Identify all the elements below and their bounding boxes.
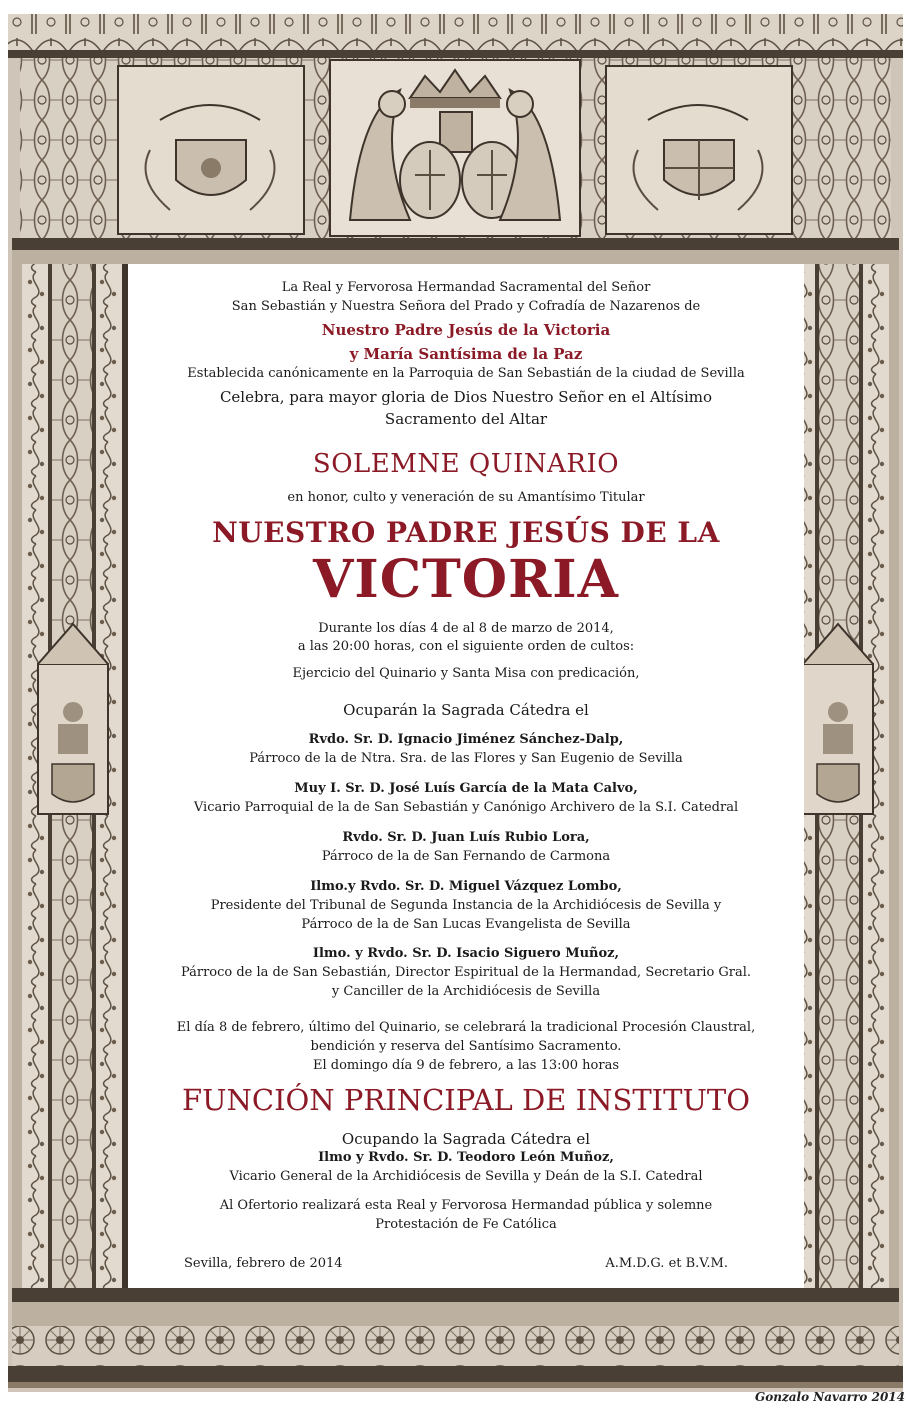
preacher-name: Muy I. Sr. D. José Luís García de la Mata Calvo, <box>294 781 638 796</box>
preacher-role: Párroco de la de San Fernando de Carmona <box>321 849 611 864</box>
brotherhood-line-1: La Real y Fervorosa Hermandad Sacramental del Señor <box>281 280 651 295</box>
announcement-panel <box>128 264 804 1288</box>
funcion-heading: FUNCIÓN PRINCIPAL DE INSTITUTO <box>181 1083 751 1117</box>
offertory-line-2: Protestación de Fe Católica <box>375 1217 557 1232</box>
funcion-preacher-role: Vicario General de la Archidiócesis de Sevilla y Deán de la S.I. Catedral <box>229 1169 703 1184</box>
preacher-role: Párroco de la de San Lucas Evangelista de Sevilla <box>301 917 631 932</box>
preacher-name: Rvdo. Sr. D. Ignacio Jiménez Sánchez-Dalp, <box>308 732 624 747</box>
hours-line: a las 20:00 horas, con el siguiente orden de cultos: <box>297 639 635 654</box>
funcion-intro: Ocupando la Sagrada Cátedra el <box>341 1130 591 1148</box>
preacher-role: Vicario Parroquial de la de San Sebastián y Canónigo Archivero de la S.I. Catedral <box>193 800 739 815</box>
brotherhood-title-2: y María Santísima de la Paz <box>349 345 583 363</box>
closing-line-1: El día 8 de febrero, último del Quinario, se celebrará la tradicional Procesión Claustral, <box>176 1020 756 1035</box>
preacher-name: Rvdo. Sr. D. Juan Luís Rubio Lora, <box>342 830 590 845</box>
offertory-line-1: Al Ofertorio realizará esta Real y Fervorosa Hermandad pública y solemne <box>219 1198 713 1213</box>
quinario-heading: SOLEMNE QUINARIO <box>312 449 620 479</box>
preacher-role: Párroco de la de Ntra. Sra. de las Flores y San Eugenio de Sevilla <box>249 751 683 766</box>
preacher-role: Presidente del Tribunal de Segunda Instancia de la Archidiócesis de Sevilla y <box>210 898 722 913</box>
preacher-name: Ilmo. y Rvdo. Sr. D. Isacio Siguero Muñoz, <box>312 946 620 961</box>
motto: A.M.D.G. et B.V.M. <box>605 1256 728 1271</box>
place-date: Sevilla, febrero de 2014 <box>184 1256 343 1271</box>
brotherhood-title-1: Nuestro Padre Jesús de la Victoria <box>321 321 611 339</box>
dates-line: Durante los días 4 de al 8 de marzo de 2014, <box>318 621 614 636</box>
exercise-line: Ejercicio del Quinario y Santa Misa con predicación, <box>292 666 640 681</box>
artist-signature: Gonzalo Navarro 2014 <box>754 1390 905 1404</box>
brotherhood-line-2: San Sebastián y Nuestra Señora del Prado y Cofradía de Nazarenos de <box>231 299 701 314</box>
preacher-role: y Canciller de la Archidiócesis de Sevilla <box>331 984 601 999</box>
titular-line-1: NUESTRO PADRE JESÚS DE LA <box>212 516 720 549</box>
left-niche-figure-icon <box>38 624 108 814</box>
quinario-honor: en honor, culto y veneración de su Amantísimo Titular <box>287 490 645 505</box>
right-niche-figure-icon <box>803 624 873 814</box>
preacher-role: Párroco de la de San Sebastián, Director Espiritual de la Hermandad, Secretario Gral. <box>180 965 752 980</box>
preachers-intro: Ocuparán la Sagrada Cátedra el <box>343 701 589 719</box>
celebrates-line-1: Celebra, para mayor gloria de Dios Nuestro Señor en el Altísimo <box>219 388 713 406</box>
preacher-name: Ilmo.y Rvdo. Sr. D. Miguel Vázquez Lombo, <box>310 879 622 894</box>
titular-line-2: VICTORIA <box>313 549 619 610</box>
celebrates-line-2: Sacramento del Altar <box>384 410 548 428</box>
established-line: Establecida canónicamente en la Parroquia de San Sebastián de la ciudad de Sevilla <box>187 366 745 381</box>
closing-line-2: bendición y reserva del Santísimo Sacramento. <box>310 1039 622 1054</box>
closing-line-3: El domingo día 9 de febrero, a las 13:00 horas <box>312 1058 620 1073</box>
funcion-preacher-name: Ilmo y Rvdo. Sr. D. Teodoro León Muñoz, <box>318 1150 614 1165</box>
